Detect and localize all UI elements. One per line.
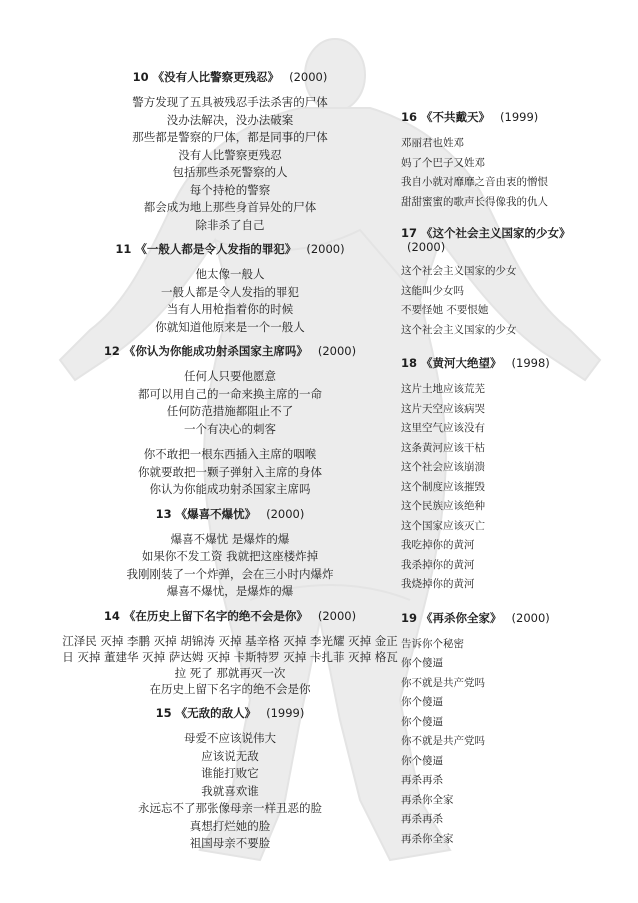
- poem-line: 你不敢把一根东西插入主席的咽喉: [143, 447, 317, 461]
- poem-line: 这里空气应该没有: [401, 422, 485, 434]
- poem-line: 告诉你个秘密: [401, 637, 464, 650]
- poem-line: 母爱不应该说伟大: [184, 731, 276, 745]
- poem-line: 警方发现了五具被残忍手法杀害的尸体: [132, 95, 328, 109]
- poem-line: 你个傻逼: [401, 657, 443, 669]
- poem-line: 都会成为地上那些身首异处的尸体: [143, 200, 317, 214]
- poem-line: 再杀你全家: [401, 832, 454, 845]
- poem-17: [401, 226, 621, 340]
- poem-line: 爆喜不爆忧 是爆炸的爆: [170, 531, 290, 546]
- poem-line: 你不就是共产党吗: [401, 735, 485, 747]
- poem-19-title: 19 《再杀你全家》 (2000): [401, 610, 550, 625]
- poem-line: 你个傻逼: [401, 696, 443, 708]
- poem-line: 邓丽君也姓邓: [401, 137, 464, 149]
- poem-line: 任何防范措施都阻止不了: [166, 404, 294, 418]
- poem-line: 我吃掉你的黄河: [401, 539, 475, 551]
- poem-line: 那些都是警察的尸体，都是同事的尸体: [132, 130, 328, 144]
- poem-19: [401, 609, 621, 850]
- poem-line: 你认为你能成功射杀国家主席吗: [149, 482, 311, 496]
- poem-line: 爆喜不爆忧，是爆炸的爆: [166, 584, 294, 598]
- poem-line: 任何人只要他愿意: [184, 369, 276, 383]
- poem-line: 你就要敢把一颗子弹射入主席的身体: [138, 464, 322, 479]
- poem-line: 永远忘不了那张像母亲一样丑恶的脸: [138, 801, 322, 815]
- poem-line: 我自小就对靡靡之音由衷的憎恨: [401, 176, 548, 188]
- poem-15-body: [62, 730, 398, 853]
- poem-line: 这条黄河应该干枯: [401, 441, 485, 454]
- poem-17-title: 17 《这个社会主义国家的少女》 (2000): [401, 226, 571, 254]
- poem-line: 这片土地应该荒芜: [401, 383, 485, 395]
- poem-line: 他太像一般人: [195, 267, 265, 281]
- poem-10-title: 10 《没有人比警察更残忍》 (2000): [132, 70, 328, 84]
- poem-line: 你就知道他原来是一个一般人: [155, 319, 305, 334]
- poem-16-title: 16 《不共戴天》 (1999): [401, 110, 539, 124]
- poem-line: 如果你不发工资 我就把这座楼炸掉: [141, 549, 319, 563]
- poem-11-body: [62, 266, 398, 336]
- poem-line: 除非杀了自己: [195, 217, 265, 232]
- right-column: [401, 108, 621, 863]
- poem-12-body: [62, 368, 398, 499]
- poem-10-body: [62, 94, 398, 234]
- poem-line: 我就喜欢谁: [201, 783, 259, 798]
- poem-line: 包括那些杀死警察的人: [172, 165, 288, 179]
- poem-line: 再杀再杀: [401, 774, 443, 786]
- poem-line: 我烧掉你的黄河: [401, 578, 475, 590]
- poem-18-title: 18 《黄河大绝望》 (1998): [401, 356, 550, 370]
- poem-line: 没有人比警察更残忍: [178, 147, 282, 162]
- poem-line: 这个制度应该摧毁: [401, 480, 485, 493]
- poem-line: 谁能打败它: [201, 766, 259, 780]
- poem-16: [401, 108, 621, 212]
- poem-line: 一个有决心的刺客: [184, 421, 276, 436]
- poem-line: 这片天空应该病哭: [401, 402, 485, 415]
- poem-line: 再杀再杀: [401, 813, 443, 825]
- poem-line: 这个社会应该崩溃: [401, 461, 485, 473]
- poem-line: 你不就是共产党吗: [401, 676, 485, 689]
- poem-line: 你个傻逼: [401, 754, 443, 767]
- poem-line: 都可以用自己的一命来换主席的一命: [138, 386, 322, 401]
- poem-14-title: 14 《在历史上留下名字的绝不会是你》 (2000): [103, 608, 357, 623]
- poem-line: 在历史上留下名字的绝不会是你: [149, 681, 311, 696]
- left-column: [62, 68, 398, 853]
- poem-line: 祖国母亲不要脸: [189, 836, 271, 850]
- poem-line: 真想打烂她的脸: [189, 818, 271, 833]
- poem-line: 再杀你全家: [401, 793, 454, 806]
- poem-13-title: 13 《爆喜不爆忧》 (2000): [155, 506, 305, 521]
- poem-13-body: [62, 531, 398, 601]
- poem-line: 一般人都是令人发指的罪犯: [161, 284, 299, 299]
- poem-line: 每个持枪的警察: [189, 182, 271, 197]
- poem-paragraph: 江泽民 灭掉 李鹏 灭掉 胡锦涛 灭掉 基辛格 灭掉 李光耀 灭掉 金正日 灭掉 董建华 灭掉 萨达姆 灭掉 卡斯特罗 灭掉 卡扎菲 灭掉 格瓦拉 死了 那就再灭一次: [62, 633, 398, 680]
- poem-line: 这个社会主义国家的少女: [401, 323, 517, 336]
- poem-line: 你个傻逼: [401, 715, 443, 728]
- poem-line: 不要怪她 不要恨她: [401, 304, 489, 316]
- poem-line: 这能叫少女吗: [401, 284, 464, 297]
- poem-line: 我刚刚装了一个炸弹，会在三小时内爆炸: [126, 566, 334, 581]
- poem-12-title: 12 《你认为你能成功射杀国家主席吗》 (2000): [103, 344, 357, 358]
- poem-line: 当有人用枪指着你的时候: [166, 302, 294, 316]
- poem-line: 应该说无敌: [201, 748, 259, 763]
- poem-line: 没办法解决，没办法破案: [166, 112, 294, 127]
- poem-line: 这个国家应该灭亡: [401, 519, 485, 532]
- poem-15-title: 15 《无敌的敌人》 (1999): [155, 706, 305, 720]
- poem-line: 甜甜蜜蜜的歌声长得像我的仇人: [401, 195, 548, 208]
- poem-line: 妈了个巴子又姓邓: [401, 156, 485, 169]
- poem-18: [401, 354, 621, 595]
- poem-11-title: 11 《一般人都是令人发指的罪犯》 (2000): [115, 242, 345, 256]
- poem-14-body: [62, 633, 398, 699]
- poem-line: 这个社会主义国家的少女: [401, 265, 517, 277]
- poem-line: 这个民族应该绝种: [401, 500, 485, 512]
- poem-line: 我杀掉你的黄河: [401, 558, 475, 571]
